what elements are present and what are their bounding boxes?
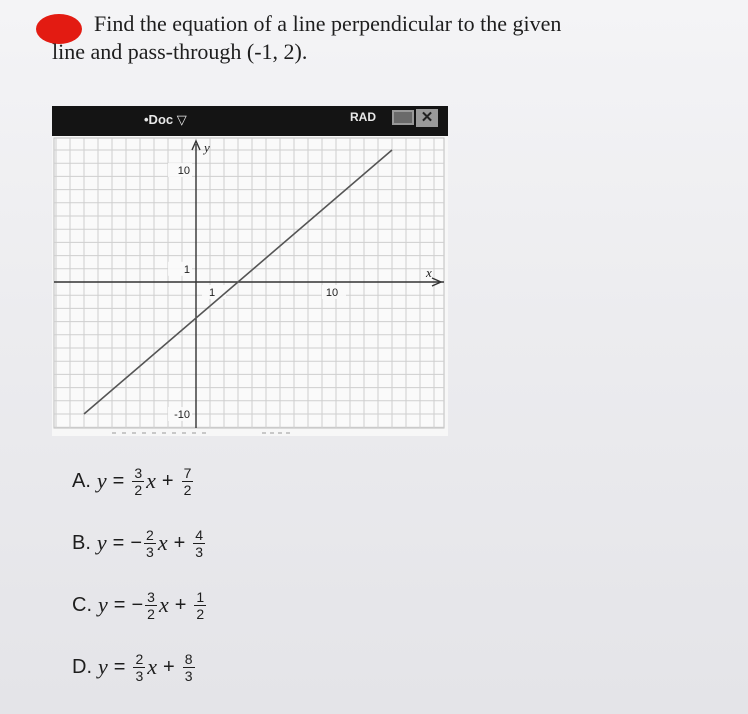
choice-b[interactable] <box>72 518 207 568</box>
tick-label: -10 <box>174 409 190 421</box>
choice-letter: B. <box>72 531 91 554</box>
angle-mode-label: RAD <box>350 110 376 124</box>
slope-fraction <box>145 589 157 622</box>
slope-numerator: 2 <box>135 650 144 667</box>
battery-icon <box>392 110 414 125</box>
slope-numerator: 3 <box>134 464 143 481</box>
equals-sign: = <box>112 531 125 554</box>
intercept-fraction <box>193 527 205 560</box>
tick-label: 1 <box>208 287 216 299</box>
intercept-numerator: 4 <box>195 526 204 543</box>
graph-plot <box>52 136 448 436</box>
choice-letter: D. <box>72 655 92 678</box>
tick-label: 1 <box>183 263 190 276</box>
calculator-screen <box>52 106 448 436</box>
choice-lhs: y <box>98 592 108 617</box>
intercept-numerator: 1 <box>196 588 205 605</box>
equals-sign: = <box>112 469 125 492</box>
x-axis-name: x <box>426 265 432 280</box>
intercept-numerator: 7 <box>183 464 192 481</box>
tick-label: 10 <box>177 165 190 177</box>
choice-lhs: y <box>96 530 107 555</box>
tick-label: 10 <box>325 287 339 299</box>
doc-tab[interactable]: •Doc ▽ <box>144 112 187 127</box>
choice-a[interactable] <box>72 456 195 506</box>
intercept-denominator: 2 <box>196 605 205 622</box>
choice-letter: C. <box>72 593 92 616</box>
slope-fraction <box>133 651 145 684</box>
intercept-numerator: 8 <box>184 650 193 667</box>
calculator-title-bar <box>52 106 448 136</box>
slope-denominator: 2 <box>147 605 155 622</box>
close-icon[interactable]: ✕ <box>416 109 438 127</box>
choice-lhs: y <box>98 654 108 679</box>
question-text <box>52 10 732 66</box>
choice-var: x <box>158 592 169 617</box>
question-line-1: Find the equation of a line perpendicular to the given <box>94 11 562 36</box>
slope-sign: − <box>130 531 143 554</box>
y-axis-name: y <box>204 140 210 155</box>
slope-denominator: 3 <box>135 667 144 684</box>
slope-fraction <box>144 527 156 560</box>
plus-sign: + <box>161 469 174 492</box>
intercept-denominator: 3 <box>184 667 193 684</box>
choice-d[interactable] <box>72 642 197 692</box>
choice-var: x <box>157 530 168 555</box>
choice-c[interactable] <box>72 580 208 630</box>
plus-sign: + <box>173 531 186 554</box>
choice-lhs: y <box>96 468 107 493</box>
equals-sign: = <box>113 593 126 616</box>
intercept-denominator: 3 <box>195 543 204 560</box>
slope-sign: − <box>131 593 144 616</box>
equals-sign: = <box>113 655 126 678</box>
choice-var: x <box>146 468 156 493</box>
intercept-denominator: 2 <box>183 481 192 498</box>
intercept-fraction <box>194 589 206 622</box>
plus-sign: + <box>174 593 187 616</box>
question-line-2: line and pass-through (-1, 2). <box>52 39 308 64</box>
slope-numerator: 3 <box>147 588 155 605</box>
slope-denominator: 2 <box>134 481 143 498</box>
choice-var: x <box>147 654 158 679</box>
intercept-fraction <box>182 465 194 498</box>
intercept-fraction <box>183 651 195 684</box>
choice-letter: A. <box>72 469 91 492</box>
slope-fraction <box>132 465 144 498</box>
slope-numerator: 2 <box>146 526 154 543</box>
plus-sign: + <box>163 655 175 678</box>
slope-denominator: 3 <box>146 543 154 560</box>
